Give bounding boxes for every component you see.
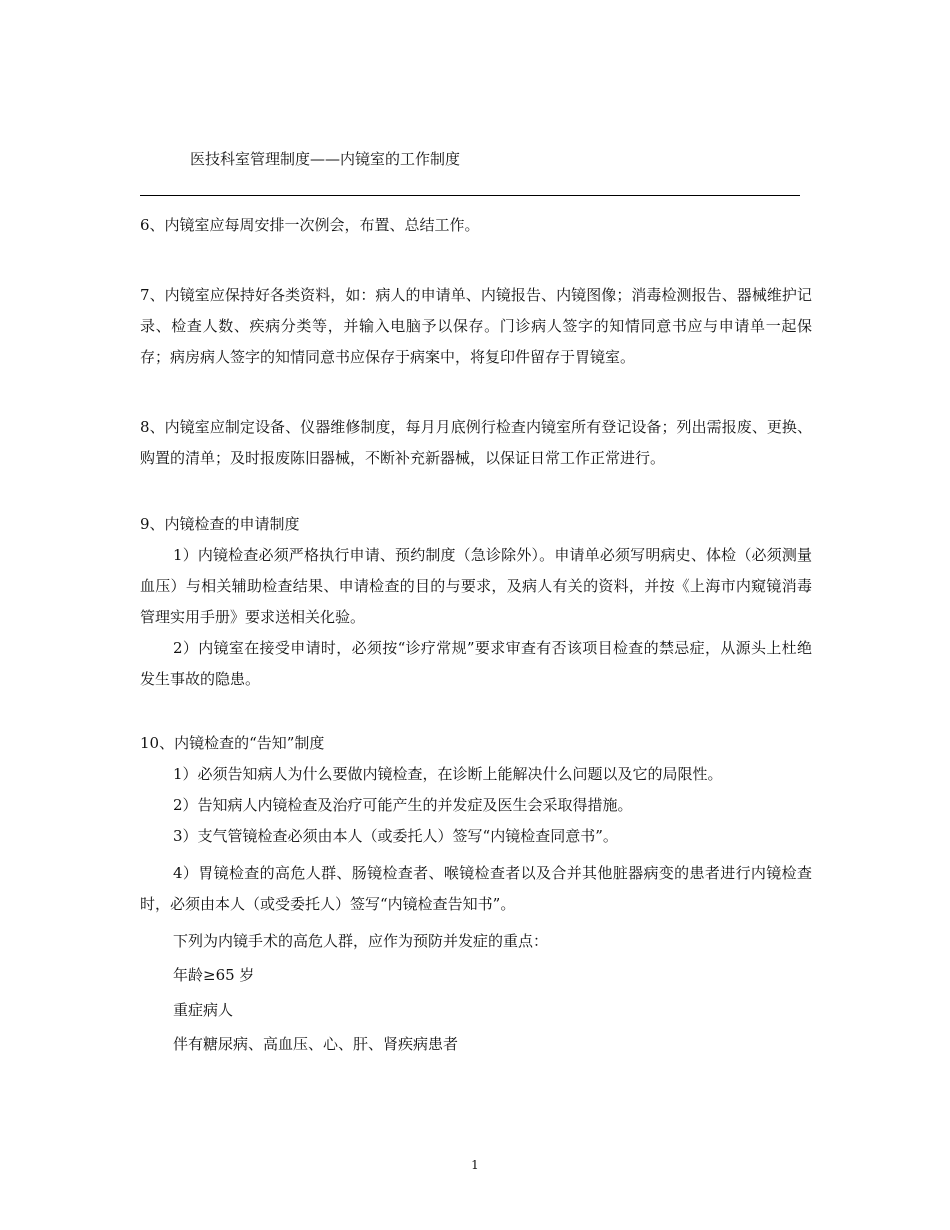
page-number: 1 <box>471 1158 479 1172</box>
section-10-heading: 10、内镜检查的“告知”制度 <box>140 734 325 752</box>
paragraph-7: 7、内镜室应保持好各类资料，如：病人的申请单、内镜报告、内镜图像；消毒检测报告、器械维护记录、检查人数、疾病分类等，并输入电脑予以保存。门诊病人签字的知情同意书应与申请单一起保存；病房病人签字的知情同意书应保存于病案中，将复印件留存于胃镜室。 <box>140 286 812 366</box>
header-divider <box>140 195 800 196</box>
section-9-item-1: 1）内镜检查必须严格执行申请、预约制度（急诊除外）。申请单必须写明病史、体检（必须测量血压）与相关辅助检查结果、申请检查的目的与要求，及病人有关的资料，并按《上海市内窥镜消毒管理实用手册》要求送相关化验。 <box>140 546 812 626</box>
section-10-item-3: 3）支气管镜检查必须由本人（或委托人）签写“内镜检查同意书”。 <box>173 827 618 845</box>
paragraph-6: 6、内镜室应每周安排一次例会，布置、总结工作。 <box>140 216 480 234</box>
paragraph-8: 8、内镜室应制定设备、仪器维修制度，每月月底例行检查内镜室所有登记设备；列出需报废、更换、购置的清单；及时报废陈旧器械，不断补充新器械，以保证日常工作正常进行。 <box>140 418 812 467</box>
high-risk-item: 伴有糖尿病、高血压、心、肝、肾疾病患者 <box>173 1035 459 1053</box>
section-10-item-4: 4）胃镜检查的高危人群、肠镜检查者、喉镜检查者以及合并其他脏器病变的患者进行内镜检查时，必须由本人（或受委托人）签写“内镜检查告知书”。 <box>140 864 812 913</box>
section-9-item-2: 2）内镜室在接受申请时，必须按“诊疗常规”要求审查有否该项目检查的禁忌症，从源头上杜绝发生事故的隐患。 <box>140 639 812 688</box>
document-header-title: 医技科室管理制度——内镜室的工作制度 <box>190 150 461 168</box>
high-risk-item: 重症病人 <box>173 1001 234 1019</box>
high-risk-intro: 下列为内镜手术的高危人群，应作为预防并发症的重点： <box>173 932 549 950</box>
section-10-item-2: 2）告知病人内镜检查及治疗可能产生的并发症及医生会采取得措施。 <box>173 796 633 814</box>
section-10-item-1: 1）必须告知病人为什么要做内镜检查，在诊断上能解决什么问题以及它的局限性。 <box>173 765 723 783</box>
section-9-heading: 9、内镜检查的申请制度 <box>140 515 300 533</box>
high-risk-item: 年龄≥65 岁 <box>173 966 255 984</box>
